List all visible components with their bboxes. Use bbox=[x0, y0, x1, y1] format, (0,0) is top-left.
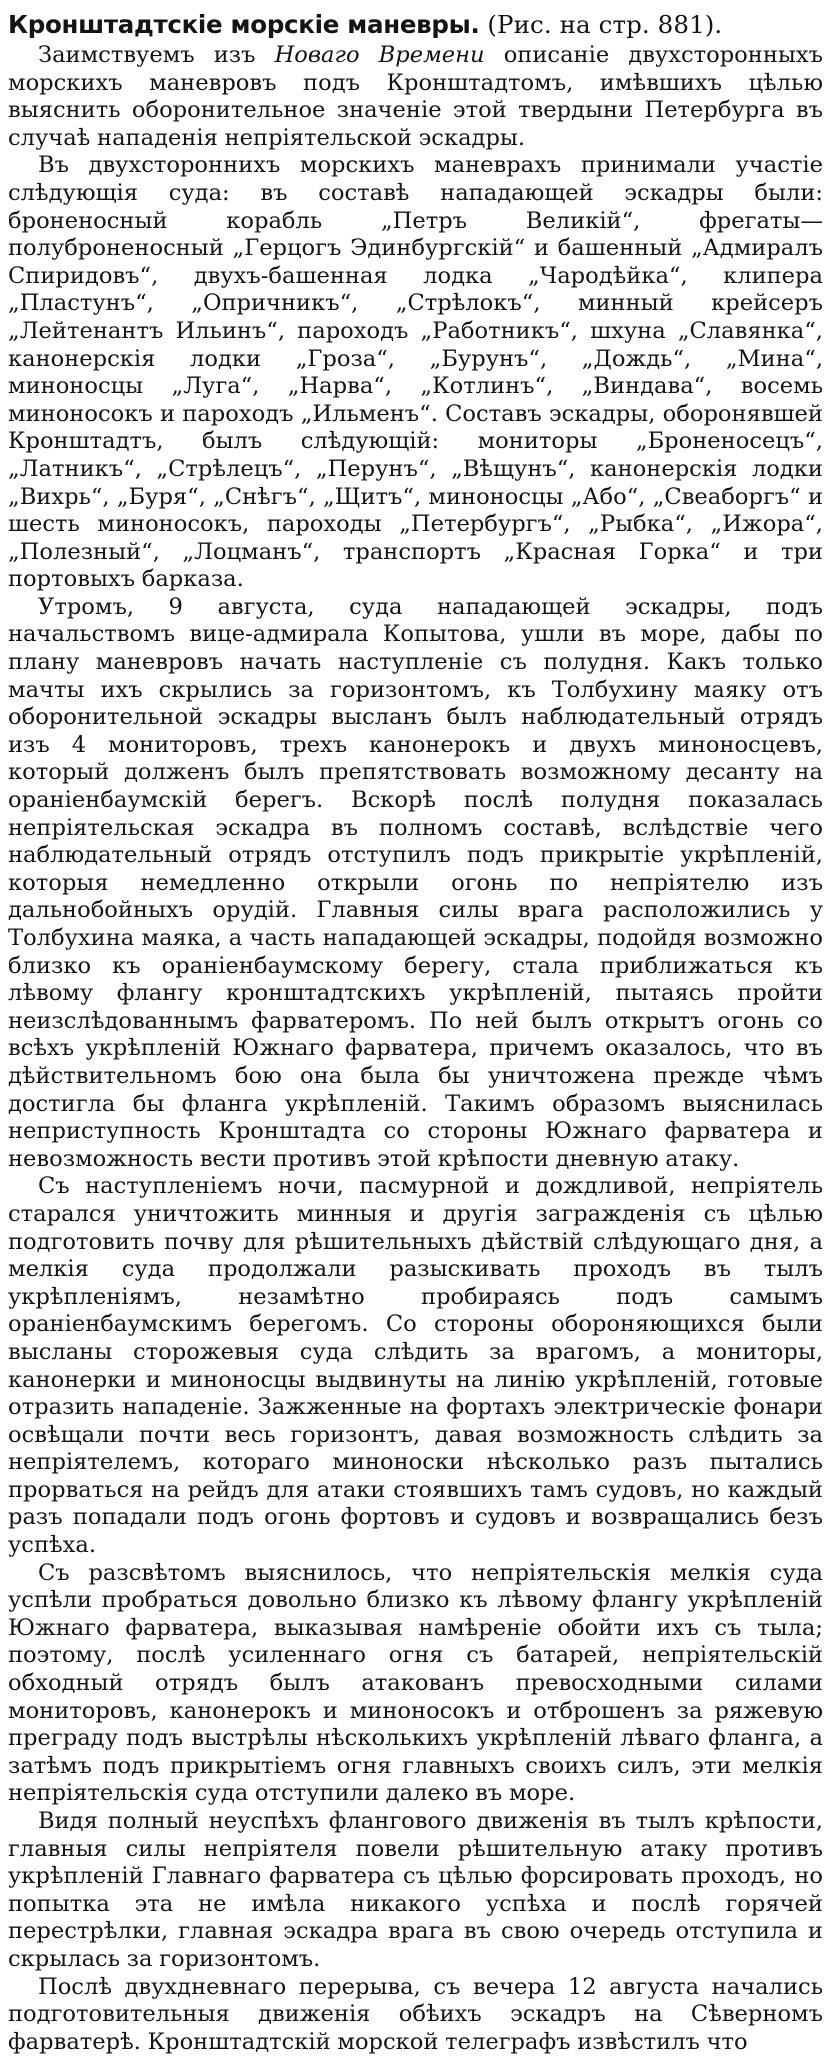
intro-text-start: Заимствуемъ изъ bbox=[38, 42, 275, 68]
article-header bbox=[8, 10, 823, 40]
source-newspaper-name: Новаго Времени bbox=[274, 42, 485, 68]
paragraph-dawn: Съ разсвѣтомъ выяснилось, что непріятельскія мелкія суда успѣли пробраться довольно близко къ лѣвому флангу укрѣпленій Южнаго фарватера, выказывая намѣреніе обойти ихъ съ тыла; поэтому, послѣ усиленнаго огня съ батарей, непріятельскій обходный отрядъ былъ атакованъ превосходными силами мониторовъ, канонерокъ и миноносокъ и отброшенъ за ряжевую преграду подъ выстрѣлы нѣсколькихъ укрѣпленій лѣваго фланга, а затѣмъ подъ прикрытіемъ огня главныхъ своихъ силъ, эти мелкія непріятельскія суда отступили далеко въ море. bbox=[8, 1559, 823, 1807]
figure-reference: (Рис. на стр. 881). bbox=[487, 10, 723, 39]
paragraph-ships: Въ двухстороннихъ морскихъ маневрахъ принимали участіе слѣдующія суда: въ составѣ нападающей эскадры были: броненосный корабль „Петръ Великій“, фрегаты—полуброненосный „Герцогъ Эдинбургскій“ и башенный „Адмиралъ Спиридовъ“, двухъ-башенная лодка „Чародѣйка“, клипера „Пластунъ“, „Опричникъ“, „Стрѣлокъ“, минный крейсеръ „Лейтенантъ Ильинъ“, пароходъ „Работникъ“, шхуна „Славянка“, канонерскія лодки „Гроза“, „Бурунъ“, „Дождь“, „Мина“, миноносцы „Луга“, „Нарва“, „Котлинъ“, „Виндава“, восемь миноносокъ и пароходъ „Ильменъ“. Составъ эскадры, оборонявшей Кронштадтъ, былъ слѣдующій: мониторы „Броненосецъ“, „Латникъ“, „Стрѣлецъ“, „Перунъ“, „Вѣщунъ“, канонерскія лодки „Вихрь“, „Буря“, „Снѣгъ“, „Щитъ“, миноносцы „Або“, „Свеаборгъ“ и шесть миноносокъ, пароходы „Петербургъ“, „Рыбка“, „Ижора“, „Полезный“, „Лоцманъ“, транспортъ „Красная Горка“ и три портовыхъ барказа. bbox=[8, 152, 823, 593]
intro-text-end: описаніе двухсторонныхъ морскихъ маневровъ подъ Кронштадтомъ, имѣвшихъ цѣлью выяснить оборонительное значеніе этой твердыни Петербурга въ случаѣ нападенія непріятельской эскадры. bbox=[8, 42, 823, 151]
paragraph-august-12: Послѣ двухдневнаго перерыва, съ вечера 12 августа начались подготовительныя движенія обѣихъ эскадръ на Сѣверномъ фарватерѣ. Кронштадтскій морской телеграфъ извѣстилъ что bbox=[8, 1973, 823, 2055]
paragraph-august-9: Утромъ, 9 августа, суда нападающей эскадры, подъ начальствомъ вице-адмирала Копытова, ушли въ море, дабы по плану маневровъ начать наступленіе съ полудня. Какъ только мачты ихъ скрылись за горизонтомъ, къ Толбухину маяку отъ оборонительной эскадры высланъ былъ наблюдательный отрядъ изъ 4 мониторовъ, трехъ канонерокъ и двухъ миноносцевъ, который долженъ былъ препятствовать возможному десанту на ораніенбаумскій берегъ. Вскорѣ послѣ полудня показалась непріятельская эскадра въ полномъ составѣ, вслѣдствіе чего наблюдательный отрядъ отступилъ подъ прикрытіе укрѣпленій, которыя немедленно открыли огонь по непріятелю изъ дальнобойныхъ орудій. Главныя силы врага расположились у Толбухина маяка, а часть нападающей эскадры, подойдя возможно близко къ ораніенбаумскому берегу, стала приближаться къ лѣвому флангу кронштадтскихъ укрѣпленій, пытаясь пройти неизслѣдованнымъ фарватеромъ. По ней былъ открытъ огонь со всѣхъ укрѣпленій Южнаго фарватера, причемъ оказалось, что въ дѣйствительномъ бою она была бы уничтожена прежде чѣмъ достигла бы фланга укрѣпленій. Такимъ образомъ выяснилась неприступность Кронштадта со стороны Южнаго фарватера и невозможность вести противъ этой крѣпости дневную атаку. bbox=[8, 593, 823, 1172]
article-title: Кронштадтскіе морскіе маневры. bbox=[8, 10, 480, 39]
intro-paragraph bbox=[8, 42, 823, 152]
paragraph-main-attack: Видя полный неуспѣхъ флангового движенія въ тылъ крѣпости, главныя силы непріятеля повели рѣшительную атаку противъ укрѣпленій Главнаго фарватера съ цѣлью форсировать проходъ, но попытка эта не имѣла никакого успѣха и послѣ горячей перестрѣлки, главная эскадра врага въ свою очередь отступила и скрылась за горизонтомъ. bbox=[8, 1808, 823, 1972]
paragraph-night: Съ наступленіемъ ночи, пасмурной и дождливой, непріятель старался уничтожить минныя и другія загражденія съ цѣлью подготовить почву для рѣшительныхъ дѣйствій слѣдующаго дня, а мелкія суда продолжали разыскивать проходъ въ тылъ укрѣпленіямъ, незамѣтно пробираясь подъ самымъ ораніенбаумскимъ берегомъ. Со стороны обороняющихся были высланы сторожевыя суда слѣдить за врагомъ, а мониторы, канонерки и миноносцы выдвинуты на линію укрѣпленій, готовые отразить нападеніе. Зажженные на фортахъ электрическіе фонари освѣщали почти весь горизонтъ, давая возможность слѣдить за непріятелемъ, котораго миноноски нѣсколько разъ пытались прорваться на рейдъ для атаки стоявшихъ тамъ судовъ, но каждый разъ попадали подъ огонь фортовъ и судовъ и возвращались безъ успѣха. bbox=[8, 1173, 823, 1559]
